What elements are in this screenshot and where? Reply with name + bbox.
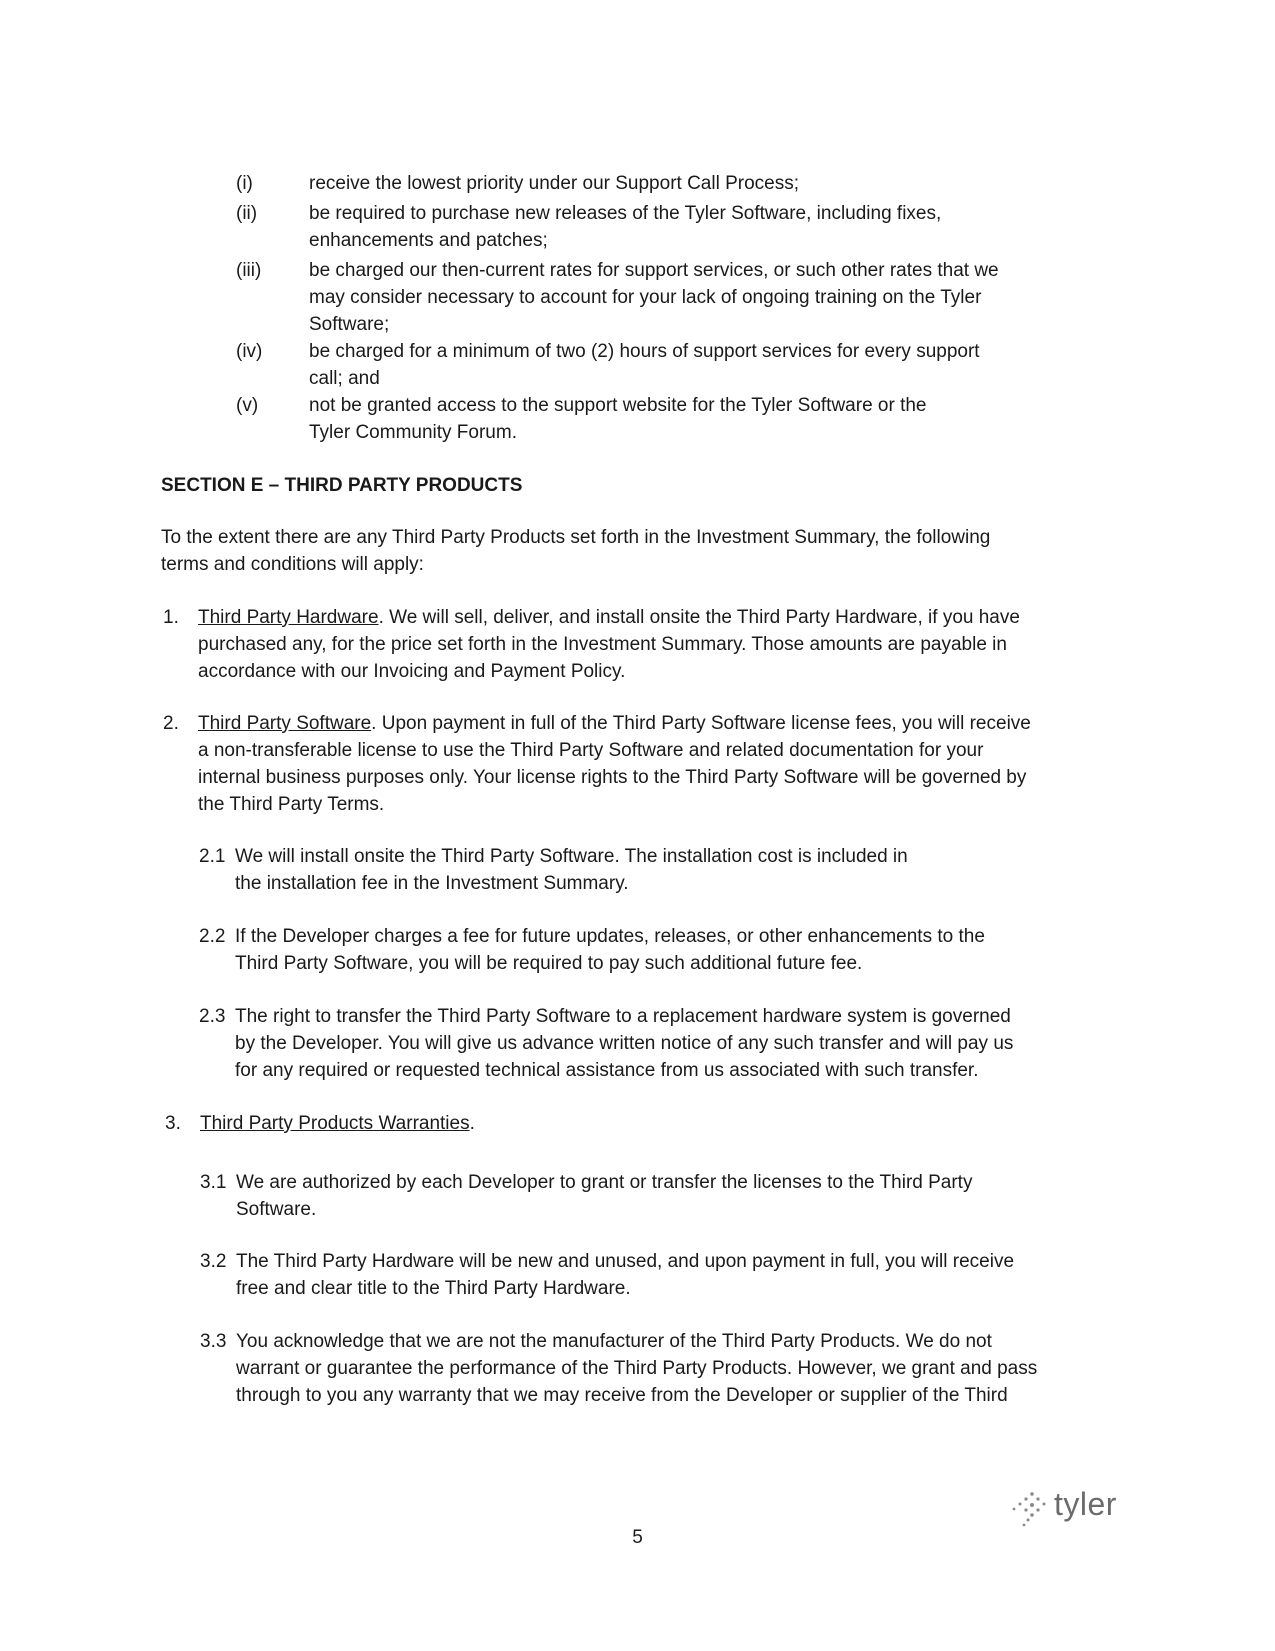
subitem-text: Third Party Software, you will be required to pay such additional future fee. bbox=[235, 953, 863, 974]
subitem-text: We are authorized by each Developer to grant or transfer the licenses to the Third Party bbox=[236, 1172, 973, 1193]
subitem-text: by the Developer. You will give us advance written notice of any such transfer and will pay us bbox=[235, 1033, 1014, 1054]
subitem-number: 3.1 bbox=[200, 1172, 227, 1193]
item-number: 3. bbox=[165, 1113, 181, 1134]
subitem-text: warrant or guarantee the performance of the Third Party Products. However, we grant and pass bbox=[236, 1358, 1038, 1379]
subitem-text: The Third Party Hardware will be new and unused, and upon payment in full, you will receive bbox=[236, 1251, 1015, 1272]
item-text: . We will sell, deliver, and install onsite the Third Party Hardware, if you have bbox=[378, 607, 1020, 628]
list-text: enhancements and patches; bbox=[309, 230, 548, 251]
item-text: internal business purposes only. Your license rights to the Third Party Software will be governed by bbox=[198, 767, 1027, 788]
item-first-line bbox=[198, 604, 1020, 632]
subitem-number: 2.2 bbox=[199, 926, 226, 947]
subitem-text: through to you any warranty that we may receive from the Developer or supplier of the Third bbox=[236, 1385, 1008, 1406]
subitem-number: 2.3 bbox=[199, 1006, 226, 1027]
item-text: a non-transferable license to use the Third Party Software and related documentation for your bbox=[198, 740, 984, 761]
section-heading: SECTION E – THIRD PARTY PRODUCTS bbox=[161, 475, 523, 496]
subitem-text: You acknowledge that we are not the manufacturer of the Third Party Products. We do not bbox=[236, 1331, 992, 1352]
list-text: be charged for a minimum of two (2) hours of support services for every support bbox=[309, 341, 980, 362]
subitem-text: If the Developer charges a fee for future updates, releases, or other enhancements to the bbox=[235, 926, 985, 947]
tyler-logo-mark-icon bbox=[1010, 1488, 1054, 1528]
item-text: purchased any, for the price set forth in the Investment Summary. Those amounts are payable in bbox=[198, 634, 1007, 655]
item-text: . bbox=[469, 1113, 475, 1134]
list-text: may consider necessary to account for your lack of ongoing training on the Tyler bbox=[309, 287, 982, 308]
subitem-text: the installation fee in the Investment Summary. bbox=[235, 873, 629, 894]
list-text: be charged our then-current rates for support services, or such other rates that we bbox=[309, 260, 999, 281]
page-number: 5 bbox=[632, 1527, 643, 1548]
subitem-text: Software. bbox=[236, 1199, 317, 1220]
subitem-number: 3.3 bbox=[200, 1331, 227, 1352]
tyler-logo bbox=[1010, 1488, 1130, 1528]
list-text: receive the lowest priority under our Support Call Process; bbox=[309, 173, 800, 194]
list-text: Software; bbox=[309, 314, 390, 335]
tyler-logo-text: tyler bbox=[1054, 1486, 1117, 1522]
list-text: not be granted access to the support website for the Tyler Software or the bbox=[309, 395, 927, 416]
list-marker: (iv) bbox=[236, 341, 263, 362]
item-title: Third Party Products Warranties bbox=[200, 1113, 470, 1134]
item-first-line bbox=[200, 1110, 475, 1138]
subitem-text: We will install onsite the Third Party Software. The installation cost is included in bbox=[235, 846, 908, 867]
item-text: the Third Party Terms. bbox=[198, 794, 385, 815]
item-first-line bbox=[198, 710, 1031, 738]
intro-line: terms and conditions will apply: bbox=[161, 554, 424, 575]
item-title: Third Party Hardware bbox=[198, 607, 379, 628]
subitem-text: for any required or requested technical assistance from us associated with such transfer. bbox=[235, 1060, 979, 1081]
list-marker: (v) bbox=[236, 395, 259, 416]
list-marker: (iii) bbox=[236, 260, 262, 281]
item-number: 1. bbox=[163, 607, 179, 628]
subitem-text: The right to transfer the Third Party Software to a replacement hardware system is governed bbox=[235, 1006, 1011, 1027]
item-title: Third Party Software bbox=[198, 713, 372, 734]
list-text: call; and bbox=[309, 368, 380, 389]
subitem-number: 3.2 bbox=[200, 1251, 227, 1272]
list-text: Tyler Community Forum. bbox=[309, 422, 517, 443]
item-text: accordance with our Invoicing and Payment Policy. bbox=[198, 661, 626, 682]
subitem-text: free and clear title to the Third Party Hardware. bbox=[236, 1278, 631, 1299]
list-text: be required to purchase new releases of the Tyler Software, including fixes, bbox=[309, 203, 942, 224]
item-text: . Upon payment in full of the Third Party Software license fees, you will receive bbox=[371, 713, 1031, 734]
intro-line: To the extent there are any Third Party Products set forth in the Investment Summary, the following bbox=[161, 527, 991, 548]
list-marker: (ii) bbox=[236, 203, 258, 224]
item-number: 2. bbox=[163, 713, 179, 734]
list-marker: (i) bbox=[236, 173, 253, 194]
subitem-number: 2.1 bbox=[199, 846, 226, 867]
